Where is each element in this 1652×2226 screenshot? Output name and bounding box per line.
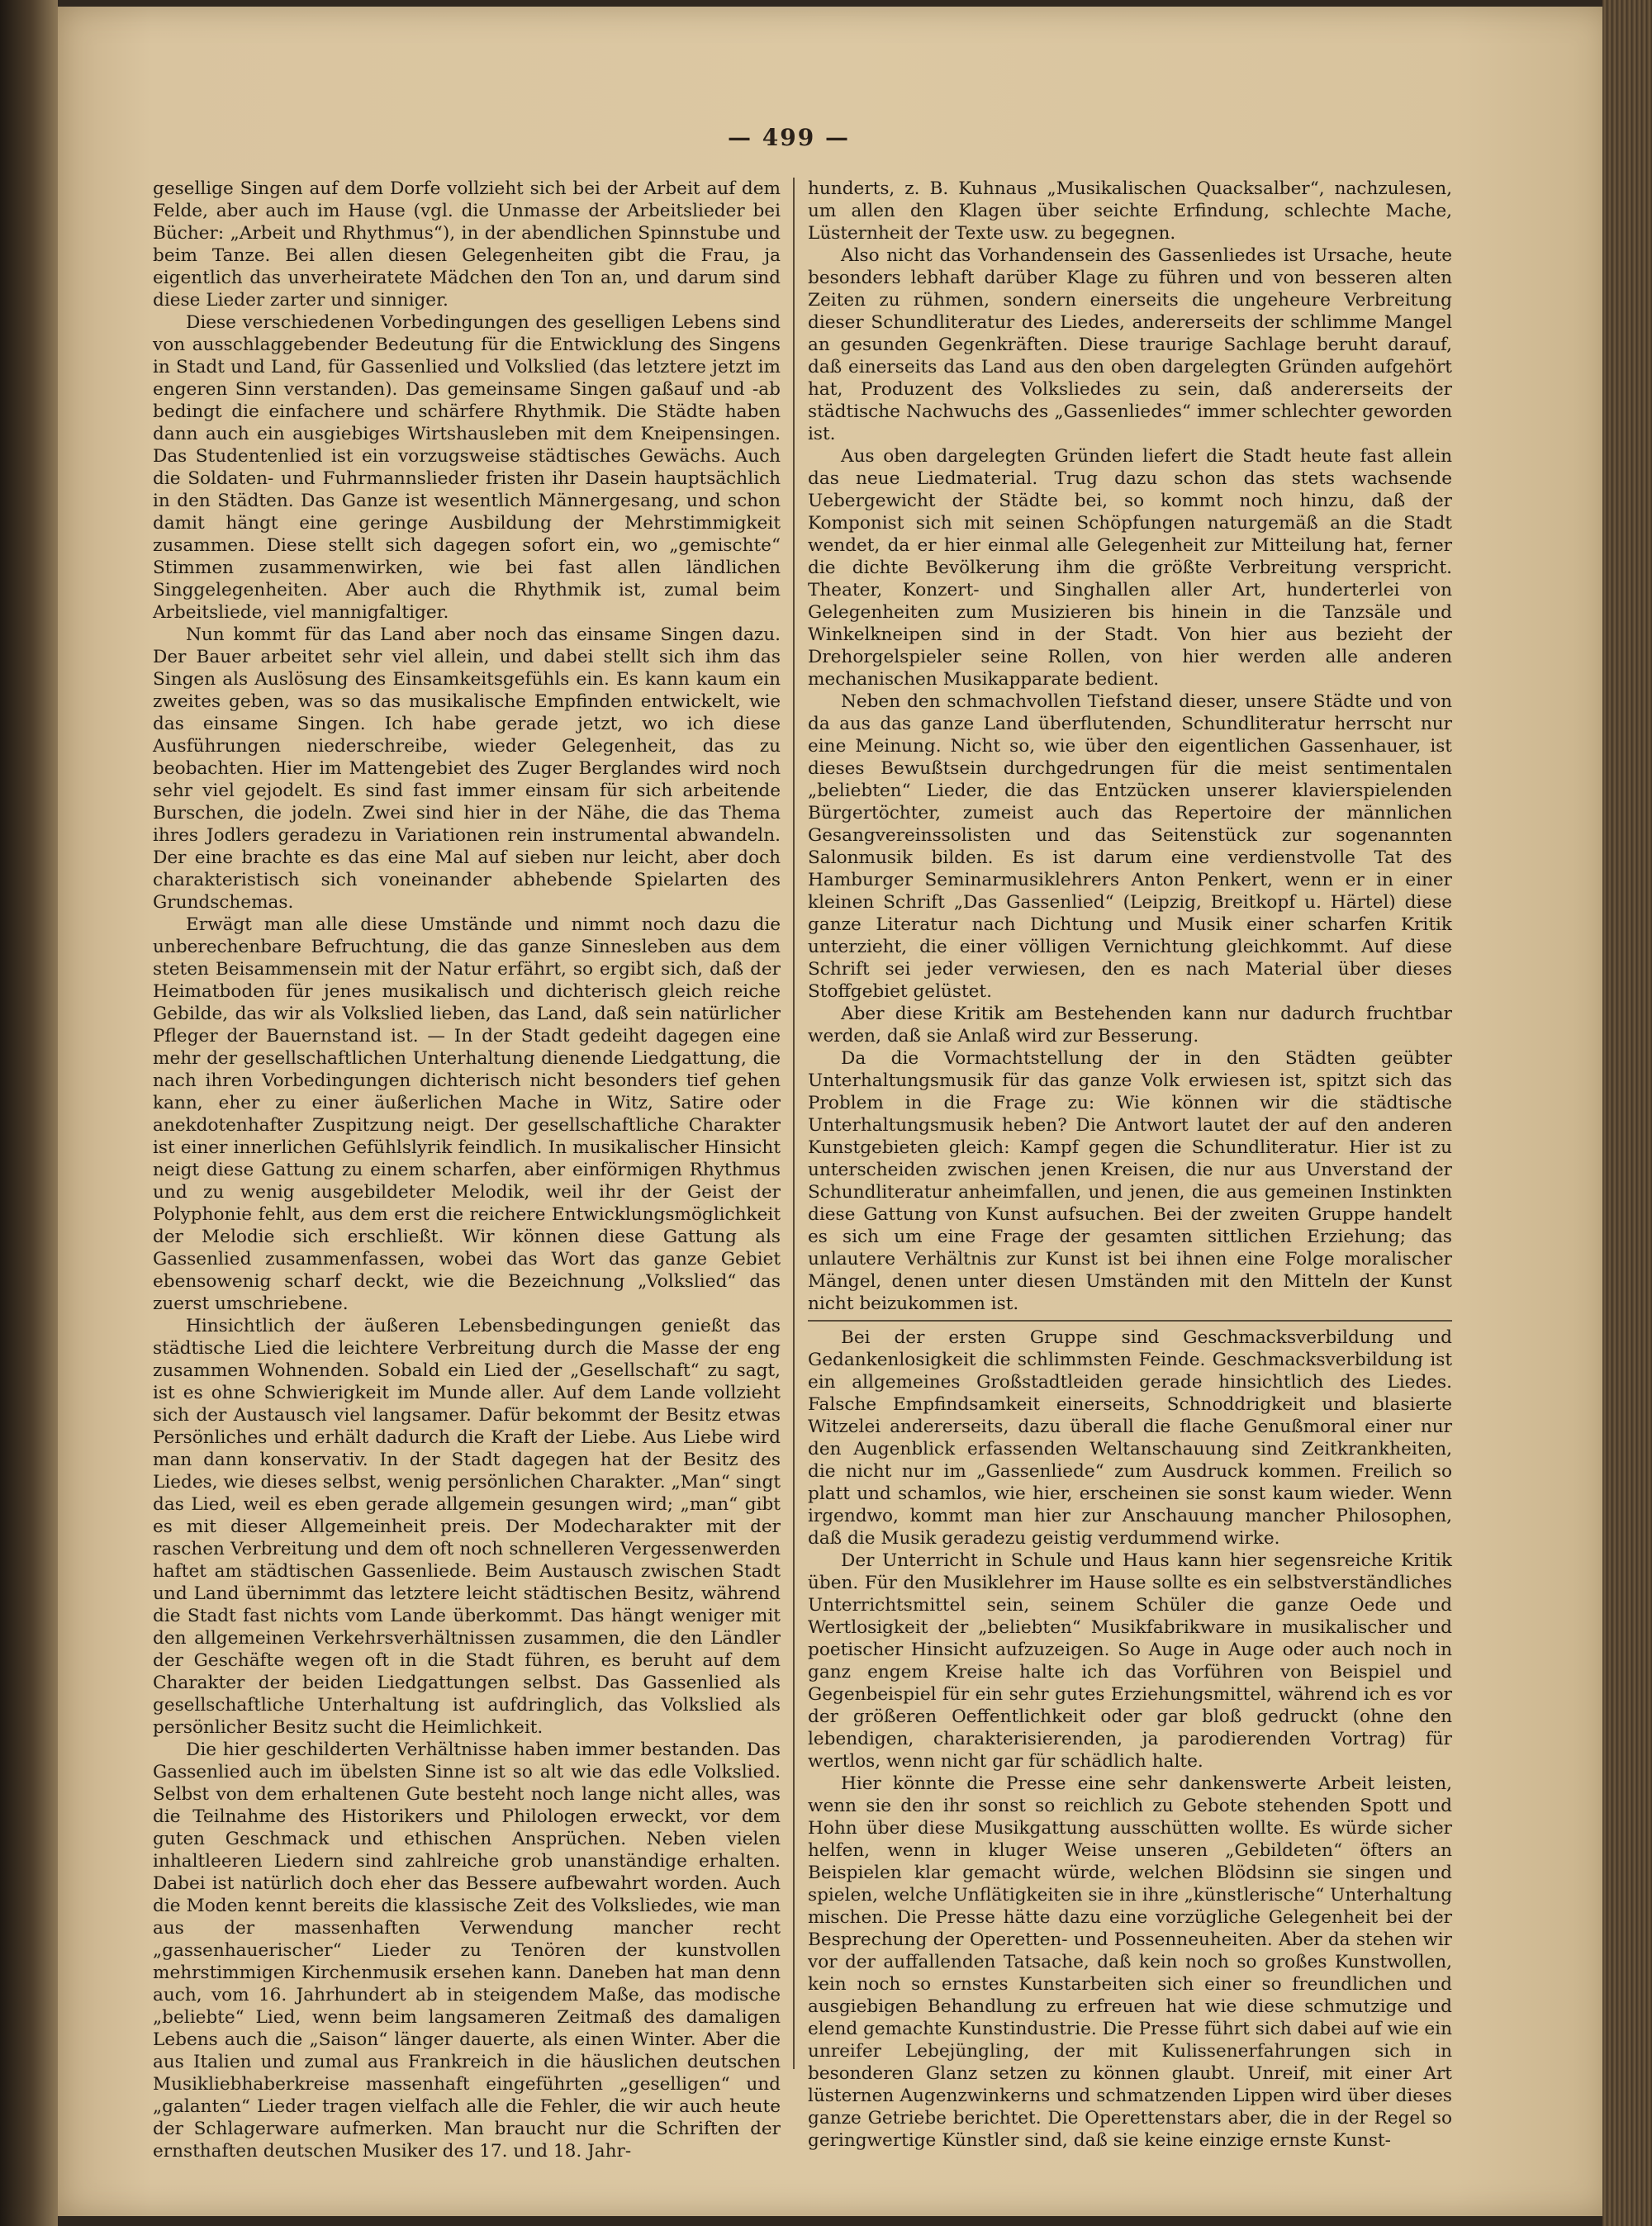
book-page-edges bbox=[1602, 0, 1652, 2226]
paragraph: Erwägt man alle diese Umstände und nimmt noch dazu die unberechenbare Befruchtung, die das ganze Sinnesleben aus dem steten Beisammensein mit der Natur erfährt, so ergibt sich, daß der Heimatboden für jenes musikalisch und dichterisch gleich reiche Gebilde, das wir als Volkslied lieben, das Land, daß sein natürlicher Pfleger der Bauernstand ist. — In der Stadt gedeiht dagegen eine mehr der gesellschaftlichen Unterhaltung dienende Liedgattung, die nach ihren Vorbedingungen dichterisch nicht besonders tief gehen kann, eher zu einer äußerlichen Mache in Witz, Satire oder anekdotenhafter Zuspitzung neigt. Der gesellschaftliche Charakter ist einer innerlichen Gefühlslyrik feindlich. In musikalischer Hinsicht neigt diese Gattung zu einem scharfen, aber einförmigen Rhythmus und zu wenig ausgebildeter Melodik, weil ihr der Geist der Polyphonie fehlt, aus dem erst die reichere Entwicklungsmöglichkeit der Melodie sich erschließt. Wir können diese Gattung als Gassenlied zusammenfassen, wobei das Wort das ganze Gebiet ebensowenig scharf deckt, wie die Bezeichnung „Volkslied“ das zuerst umschriebene. bbox=[153, 914, 781, 1314]
paragraph: Da die Vormachtstellung der in den Städten geübter Unterhaltungsmusik für das ganze Volk erwiesen ist, spitzt sich das Problem in die Frage zu: Wie können wir die städtische Unterhaltungsmusik heben? Die Antwort lautet der auf den anderen Kunstgebieten gleich: Kampf gegen die Schundliteratur. Hier ist zu unterscheiden zwischen jenen Kreisen, die nur aus Unverstand der Schundliteratur anheimfallen, und jenen, die aus gemeinen Instinkten diese Gattung von Kunst aufsuchen. Bei der zweiten Gruppe handelt es sich um eine Frage der gesamten sittlichen Erziehung; das unlautere Verhältnis zur Kunst ist bei ihnen eine Folge moralischer Mängel, denen unter diesen Umständen mit den Mitteln der Kunst nicht beizukommen ist. bbox=[808, 1048, 1452, 1314]
paragraph: Also nicht das Vorhandensein des Gassenliedes ist Ursache, heute besonders lebhaft darüber Klage zu führen und von besseren alten Zeiten zu rühmen, sondern einerseits die ungeheure Verbreitung dieser Schundliteratur des Liedes, andererseits der schlimme Mangel an gesunden Gegenkräften. Diese traurige Sachlage beruht darauf, daß einerseits das Land aus den oben dargelegten Gründen aufgehört hat, Produzent des Volksliedes zu sein, daß andererseits der städtische Nachwuchs des „Gassenliedes“ immer schlechter geworden ist. bbox=[808, 245, 1452, 444]
right-text-column bbox=[808, 178, 1452, 2152]
paragraph: Nun kommt für das Land aber noch das einsame Singen dazu. Der Bauer arbeitet sehr viel allein, und dabei stellt sich ihm das Singen als Auslösung des Einsamkeitsgefühls ein. Es kann kaum ein zweites geben, was so das musikalische Empfinden entwickelt, wie das einsame Singen. Ich habe gerade jetzt, wo ich diese Ausführungen niederschreibe, wieder Gelegenheit, das zu beobachten. Hier im Mattengebiet des Zuger Berglandes wird noch sehr viel gejodelt. Es sind fast immer einsam für sich arbeitende Burschen, die jodeln. Zwei sind hier in der Nähe, die das Thema ihres Jodlers geradezu in Variationen rein instrumental abwandeln. Der eine brachte es das eine Mal auf sieben nur leicht, aber doch charakteristisch sich voneinander abhebende Spielarten des Grundschemas. bbox=[153, 624, 781, 913]
book-spine-shadow bbox=[0, 0, 58, 2226]
paragraph: Aber diese Kritik am Bestehenden kann nur dadurch fruchtbar werden, daß sie Anlaß wird zur Besserung. bbox=[808, 1004, 1452, 1047]
page-number: — 499 — bbox=[728, 124, 850, 151]
paragraph: Hier könnte die Presse eine sehr dankenswerte Arbeit leisten, wenn sie den ihr sonst so reichlich zu Gebote stehenden Spott und Hohn über diese Musikgattung ausschütten wollte. Es würde sicher helfen, wenn in kluger Weise unseren „Gebildeten“ öfters an Beispielen klar gemacht würde, welchen Blödsinn sie singen und spielen, welche Unflätigkeiten sie in ihre „künstlerische“ Unterhaltung mischen. Die Presse hätte dazu eine vorzügliche Gelegenheit bei der Besprechung der Operetten- und Possenneuheiten. Aber da stehen wir vor der auffallenden Tatsache, daß kein noch so großes Kunstwollen, kein noch so ernstes Kunstarbeiten sich einer so freundlichen und ausgiebigen Behandlung zu erfreuen hat wie diese schmutzige und elend gemachte Kunstindustrie. Die Presse führt sich dabei auf wie ein unreifer Lebejüngling, der mit Kulissenerfahrungen sich in besonderen Glanz setzen zu können glaubt. Unreif, mit einer Art lüsternen Augenzwinkerns und schmatzenden Lippen wird über dieses ganze Getriebe berichtet. Die Operettenstars aber, die in der Regel so geringwertige Künstler sind, daß sie keine einzige ernste Kunst- bbox=[808, 1773, 1453, 2151]
paragraph: Neben den schmachvollen Tiefstand dieser, unsere Städte und von da aus das ganze Land überflutenden, Schundliteratur herrscht nur eine Meinung. Nicht so, wie über den eigentlichen Gassenhauer, ist dieses Bewußtsein durchgedrungen für die meist sentimentalen „beliebten“ Lieder, die das Entzücken unserer klavierspielenden Bürgertöchter, zumeist auch das Repertoire der männlichen Gesangvereinssolisten und das Seitenstück zur sogenannten Salonmusik bilden. Es ist darum eine verdienstvolle Tat des Hamburger Seminarmusiklehrers Anton Penkert, wenn er in einer kleinen Schrift „Das Gassenlied“ (Leipzig, Breitkopf u. Härtel) diese ganze Literatur nach Dichtung und Musik einer scharfen Kritik unterzieht, die einer völligen Vernichtung gleichkommt. Auf diese Schrift sei jeder verwiesen, den es nach Material über dieses Stoffgebiet gelüstet. bbox=[808, 691, 1452, 1002]
left-text-column bbox=[153, 178, 781, 2162]
paragraph: gesellige Singen auf dem Dorfe vollzieht sich bei der Arbeit auf dem Felde, aber auch im Hause (vgl. die Unmasse der Arbeitslieder bei Bücher: „Arbeit und Rhythmus“), in der abendlichen Spinnstube und beim Tanze. Bei allen diesen Gelegenheiten gibt die Frau, ja eigentlich das unverheiratete Mädchen den Ton an, und darum sind diese Lieder zarter und sinniger. bbox=[153, 178, 781, 311]
paragraph: Aus oben dargelegten Gründen liefert die Stadt heute fast allein das neue Liedmaterial. Trug dazu schon das stets wachsende Uebergewicht der Städte bei, so kommt noch hinzu, daß der Komponist sich mit seinen Schöpfungen naturgemäß an die Stadt wendet, da er hier einmal alle Gelegenheit zur Mitteilung hat, ferner die dichte Bevölkerung ihm die größte Verbreitung verspricht. Theater, Konzert- und Singhallen aller Art, hunderterlei von Gelegenheiten zum Musizieren bis hinein in die Tanzsäle und Winkelkneipen sind in der Stadt. Von hier aus bezieht der Drehorgelspieler seine Rollen, von hier werden alle anderen mechanischen Musikapparate bedient. bbox=[808, 446, 1452, 690]
section-rule bbox=[808, 1320, 1452, 1322]
paragraph: Diese verschiedenen Vorbedingungen des geselligen Lebens sind von ausschlaggebender Bedeutung für die Entwicklung des Singens in Stadt und Land, für Gassenlied und Volkslied (das letztere jetzt im engeren Sinn verstanden). Das gemeinsame Singen gaßauf und -ab bedingt die einfachere und schärfere Rhythmik. Die Städte haben dann auch ein ausgiebiges Wirtshausleben mit dem Kneipensingen. Das Studentenlied ist ein vorzugsweise städtisches Gewächs. Auch die Soldaten- und Fuhrmannslieder fristen ihr Dasein hauptsächlich in den Städten. Das Ganze ist wesentlich Männergesang, und schon damit hängt eine geringe Ausbildung der Mehrstimmigkeit zusammen. Diese stellt sich dagegen sofort ein, wo „gemischte“ Stimmen zusammenwirken, wie bei fast allen ländlichen Singgelegenheiten. Aber auch die Rhythmik ist, zumal beim Arbeitsliede, viel mannigfaltiger. bbox=[153, 312, 781, 623]
paragraph: Bei der ersten Gruppe sind Geschmacksverbildung und Gedankenlosigkeit die schlimmsten Feinde. Geschmacksverbildung ist ein allgemeines Großstadtleiden gerade hinsichtlich des Liedes. Falsche Empfindsamkeit einerseits, Schnoddrigkeit und blasierte Witzelei andererseits, dazu überall die flache Genußmoral einer nur den Augenblick erfassenden Weltanschauung sind Zeitkrankheiten, die nicht nur im „Gassenliede“ zum Ausdruck kommen. Freilich so platt und schamlos, wie hier, erscheinen sie sonst kaum wieder. Wenn irgendwo, kommt man hier zur Anschauung mancher Philosophen, daß die Musik geradezu geistig verdummend wirke. bbox=[808, 1327, 1452, 1549]
paragraph: Der Unterricht in Schule und Haus kann hier segensreiche Kritik üben. Für den Musiklehrer im Hause sollte es ein selbstverständliches Unterrichtsmittel sein, seinem Schüler die ganze Oede und Wertlosigkeit der „beliebten“ Musikfabrikware in musikalischer und poetischer Hinsicht aufzuzeigen. So Auge in Auge oder auch noch in ganz engem Kreise halte ich das Vorführen von Beispiel und Gegenbeispiel für ein sehr gutes Erziehungsmittel, während ich es vor der größeren Oeffentlichkeit oder gar bloß gedruckt (ohne den lebendigen, charakterisierenden, ja parodierenden Vortrag) für wertlos, wenn nicht gar für schädlich halte. bbox=[808, 1550, 1452, 1772]
column-divider bbox=[793, 178, 795, 2069]
paragraph: Hinsichtlich der äußeren Lebensbedingungen genießt das städtische Lied die leichtere Verbreitung durch die Masse der eng zusammen Wohnenden. Sobald ein Lied der „Gesellschaft“ zu sagt, ist es ohne Schwierigkeit im Munde aller. Auf dem Lande vollzieht sich der Austausch viel langsamer. Dafür bekommt der Besitz etwas Persönliches und erhält dadurch die Kraft der Liebe. Aus Liebe wird man dann konservativ. In der Stadt dagegen hat der Besitz des Liedes, wie dieses selbst, wenig persönlichen Charakter. „Man“ singt das Lied, weil es eben gerade allgemein gesungen wird; „man“ gibt es mit dieser Allgemeinheit preis. Der Modecharakter mit der raschen Verbreitung und dem oft noch schnelleren Vergessenwerden haftet am städtischen Gassenliede. Beim Austausch zwischen Stadt und Land übernimmt das letztere leicht städtischen Besitz, während die Stadt fast nichts vom Lande überkommt. Das hängt weniger mit den allgemeinen Verkehrsverhältnissen zusammen, die den Ländler der Geschäfte wegen oft in die Stadt führen, es beruht auf dem Charakter der beiden Liedgattungen selbst. Das Gassenlied als gesellschaftliche Unterhaltung ist aufdringlich, das Volkslied als persönlicher Besitz sucht die Heimlichkeit. bbox=[153, 1316, 781, 1738]
paragraph: hunderts, z. B. Kuhnaus „Musikalischen Quacksalber“, nachzulesen, um allen den Klagen über seichte Erfindung, schlechte Mache, Lüsternheit der Texte usw. zu begegnen. bbox=[808, 178, 1452, 244]
paragraph: Die hier geschilderten Verhältnisse haben immer bestanden. Das Gassenlied auch im übelsten Sinne ist so alt wie das edle Volkslied. Selbst von dem erhaltenen Gute besteht noch lange nicht alles, was die Teilnahme des Historikers und Philologen erweckt, vor dem guten Geschmack und ethischen Ansprüchen. Neben vielen inhaltleeren Liedern sind zahlreiche grob unanständige erhalten. Dabei ist natürlich doch eher das Bessere aufbewahrt worden. Auch die Moden kennt bereits die klassische Zeit des Volksliedes, wie man aus der massenhaften Verwendung mancher recht „gassenhauerischer“ Lieder zu Tenören der kunstvollen mehrstimmigen Kirchenmusik ersehen kann. Daneben hat man denn auch, vom 16. Jahrhundert ab in steigendem Maße, das modische „beliebte“ Lied, wenn beim langsameren Zeitmaß des damaligen Lebens auch die „Saison“ länger dauerte, als einen Winter. Aber die aus Italien und zumal aus Frankreich in die häuslichen deutschen Musikliebhaberkreise massenhaft eingeführten „geselligen“ und „galanten“ Lieder tragen vielfach alle die Fehler, die wir auch heute der Schlagerware aufmerken. Man braucht nur die Schriften der ernsthaften deutschen Musiker des 17. und 18. Jahr- bbox=[153, 1740, 781, 2162]
